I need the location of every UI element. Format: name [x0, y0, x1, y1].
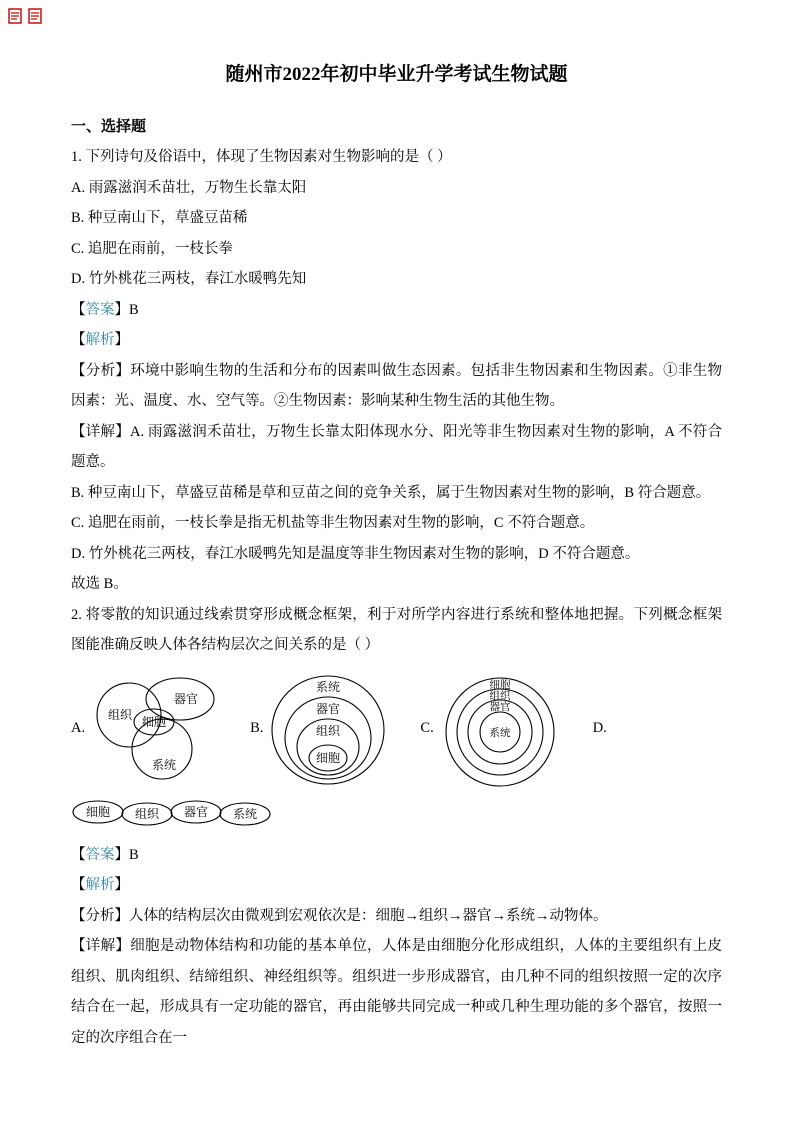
q1-option-b: B. 种豆南山下，草盛豆苗稀	[71, 210, 248, 226]
q1-stem: 1. 下列诗句及俗语中，体现了生物因素对生物影响的是（ ）	[71, 149, 452, 165]
q1-jiexi-line	[71, 325, 722, 356]
bracket-open: 【	[71, 877, 86, 893]
diagram-a-label-organ: 器官	[174, 691, 199, 706]
q1-detail-b: B. 种豆南山下，草盛豆苗稀是草和豆苗之间的竞争关系，属于生物因素对生物的影响，B 符合题意。	[71, 484, 711, 501]
bracket-close: 】	[114, 877, 129, 893]
diagram-d-label-tissue: 组织	[134, 806, 160, 821]
diagram-b-label-organ: 器官	[316, 701, 341, 716]
jiexi-label: 解析	[85, 332, 115, 348]
answer-label: 答案	[85, 846, 115, 863]
q2-diagram-d-chain-row	[71, 797, 722, 834]
q2-option-marker-c: C.	[420, 720, 434, 736]
diagram-a-label-system: 系统	[152, 757, 177, 772]
bracket-close: 】	[114, 301, 129, 318]
q2-answer-value: B	[129, 846, 139, 863]
diagram-d-label-system: 系统	[232, 806, 258, 821]
q1-analysis: 【分析】环境中影响生物的生活和分布的因素叫做生态因素。包括非生物因素和生物因素。①非生物因素：光、温度、水、空气等。②生物因素：影响某种生物生活的其他生物。	[71, 362, 722, 409]
q2-diagram-a-venn	[90, 673, 222, 785]
q2-diagram-row	[71, 671, 722, 787]
q1-detail-a: 【详解】A. 雨露滋润禾苗壮，万物生长靠太阳体现水分、阳光等非生物因素对生物的影响，A 不符合题意。	[71, 423, 722, 470]
bracket-close: 】	[114, 846, 129, 863]
diagram-b-label-tissue: 组织	[316, 723, 341, 738]
q2-diagram-c-concentric-circles	[439, 671, 561, 787]
diagram-c-label-system: 系统	[489, 727, 511, 739]
q1-answer-line	[71, 295, 722, 326]
q2-jiexi-line	[71, 870, 722, 901]
q2-diagram-d-chain	[71, 797, 277, 829]
q1-option-c: C. 追肥在雨前，一枝长拳	[71, 240, 233, 257]
q1-answer-value: B	[129, 301, 139, 318]
q2-option-marker-d: D.	[592, 720, 607, 736]
q2-option-marker-a: A.	[71, 720, 86, 736]
bracket-open: 【	[71, 846, 86, 863]
diagram-b-label-system: 系统	[316, 679, 341, 694]
q1-detail-c: C. 追肥在雨前，一枝长拳是指无机盐等非生物因素对生物的影响，C 不符合题意。	[71, 515, 595, 531]
q2-answer-line	[71, 840, 722, 871]
q2-option-marker-b: B.	[250, 720, 264, 736]
bracket-close: 】	[114, 332, 129, 348]
diagram-d-label-cell: 细胞	[85, 804, 111, 819]
q1-conclusion: 故选 B。	[71, 576, 128, 592]
bracket-open: 【	[71, 301, 86, 318]
q2-analysis: 【分析】人体的结构层次由微观到宏观依次是：细胞→组织→器官→系统→动物体。	[71, 907, 608, 924]
q2-stem: 2. 将零散的知识通过线索贯穿形成概念框架，利于对所学内容进行系统和整体地把握。下列概念框架图能准确反映人体各结构层次之间关系的是（ ）	[71, 606, 722, 653]
bracket-open: 【	[71, 332, 86, 348]
page-title: 随州市2022年初中毕业升学考试生物试题	[225, 64, 568, 85]
q2-diagram-b-nested-ellipses	[268, 671, 388, 787]
q1-detail-d: D. 竹外桃花三两枝，春江水暖鸭先知是温度等非生物因素对生物的影响，D 不符合题意。	[71, 545, 640, 562]
diagram-a-label-cell: 细胞	[142, 714, 167, 729]
q1-option-a: A. 雨露滋润禾苗壮，万物生长靠太阳	[71, 179, 307, 196]
jiexi-label: 解析	[85, 877, 115, 893]
answer-label: 答案	[85, 301, 115, 318]
diagram-c-label-cell: 细胞	[489, 679, 511, 691]
q2-detail: 【详解】细胞是动物体结构和功能的基本单位，人体是由细胞分化形成组织，人体的主要组织有上皮组织、肌肉组织、结缔组织、神经组织等。组织进一步形成器官，由几种不同的组织按照一定的次序结合在一起，形成具有一定功能的器官，再由能够共同完成一种或几种生理功能的多个器官，按照一定的次序组合在一	[71, 938, 722, 1046]
diagram-a-label-tissue: 组织	[108, 707, 133, 722]
diagram-b-label-cell: 细胞	[316, 750, 341, 765]
diagram-c-label-organ: 器官	[489, 701, 511, 713]
q1-option-d: D. 竹外桃花三两枝，春江水暖鸭先知	[71, 271, 307, 287]
diagram-c-label-tissue: 组织	[489, 690, 511, 702]
section-heading: 一、选择题	[71, 119, 147, 135]
diagram-d-label-organ: 器官	[183, 804, 209, 819]
